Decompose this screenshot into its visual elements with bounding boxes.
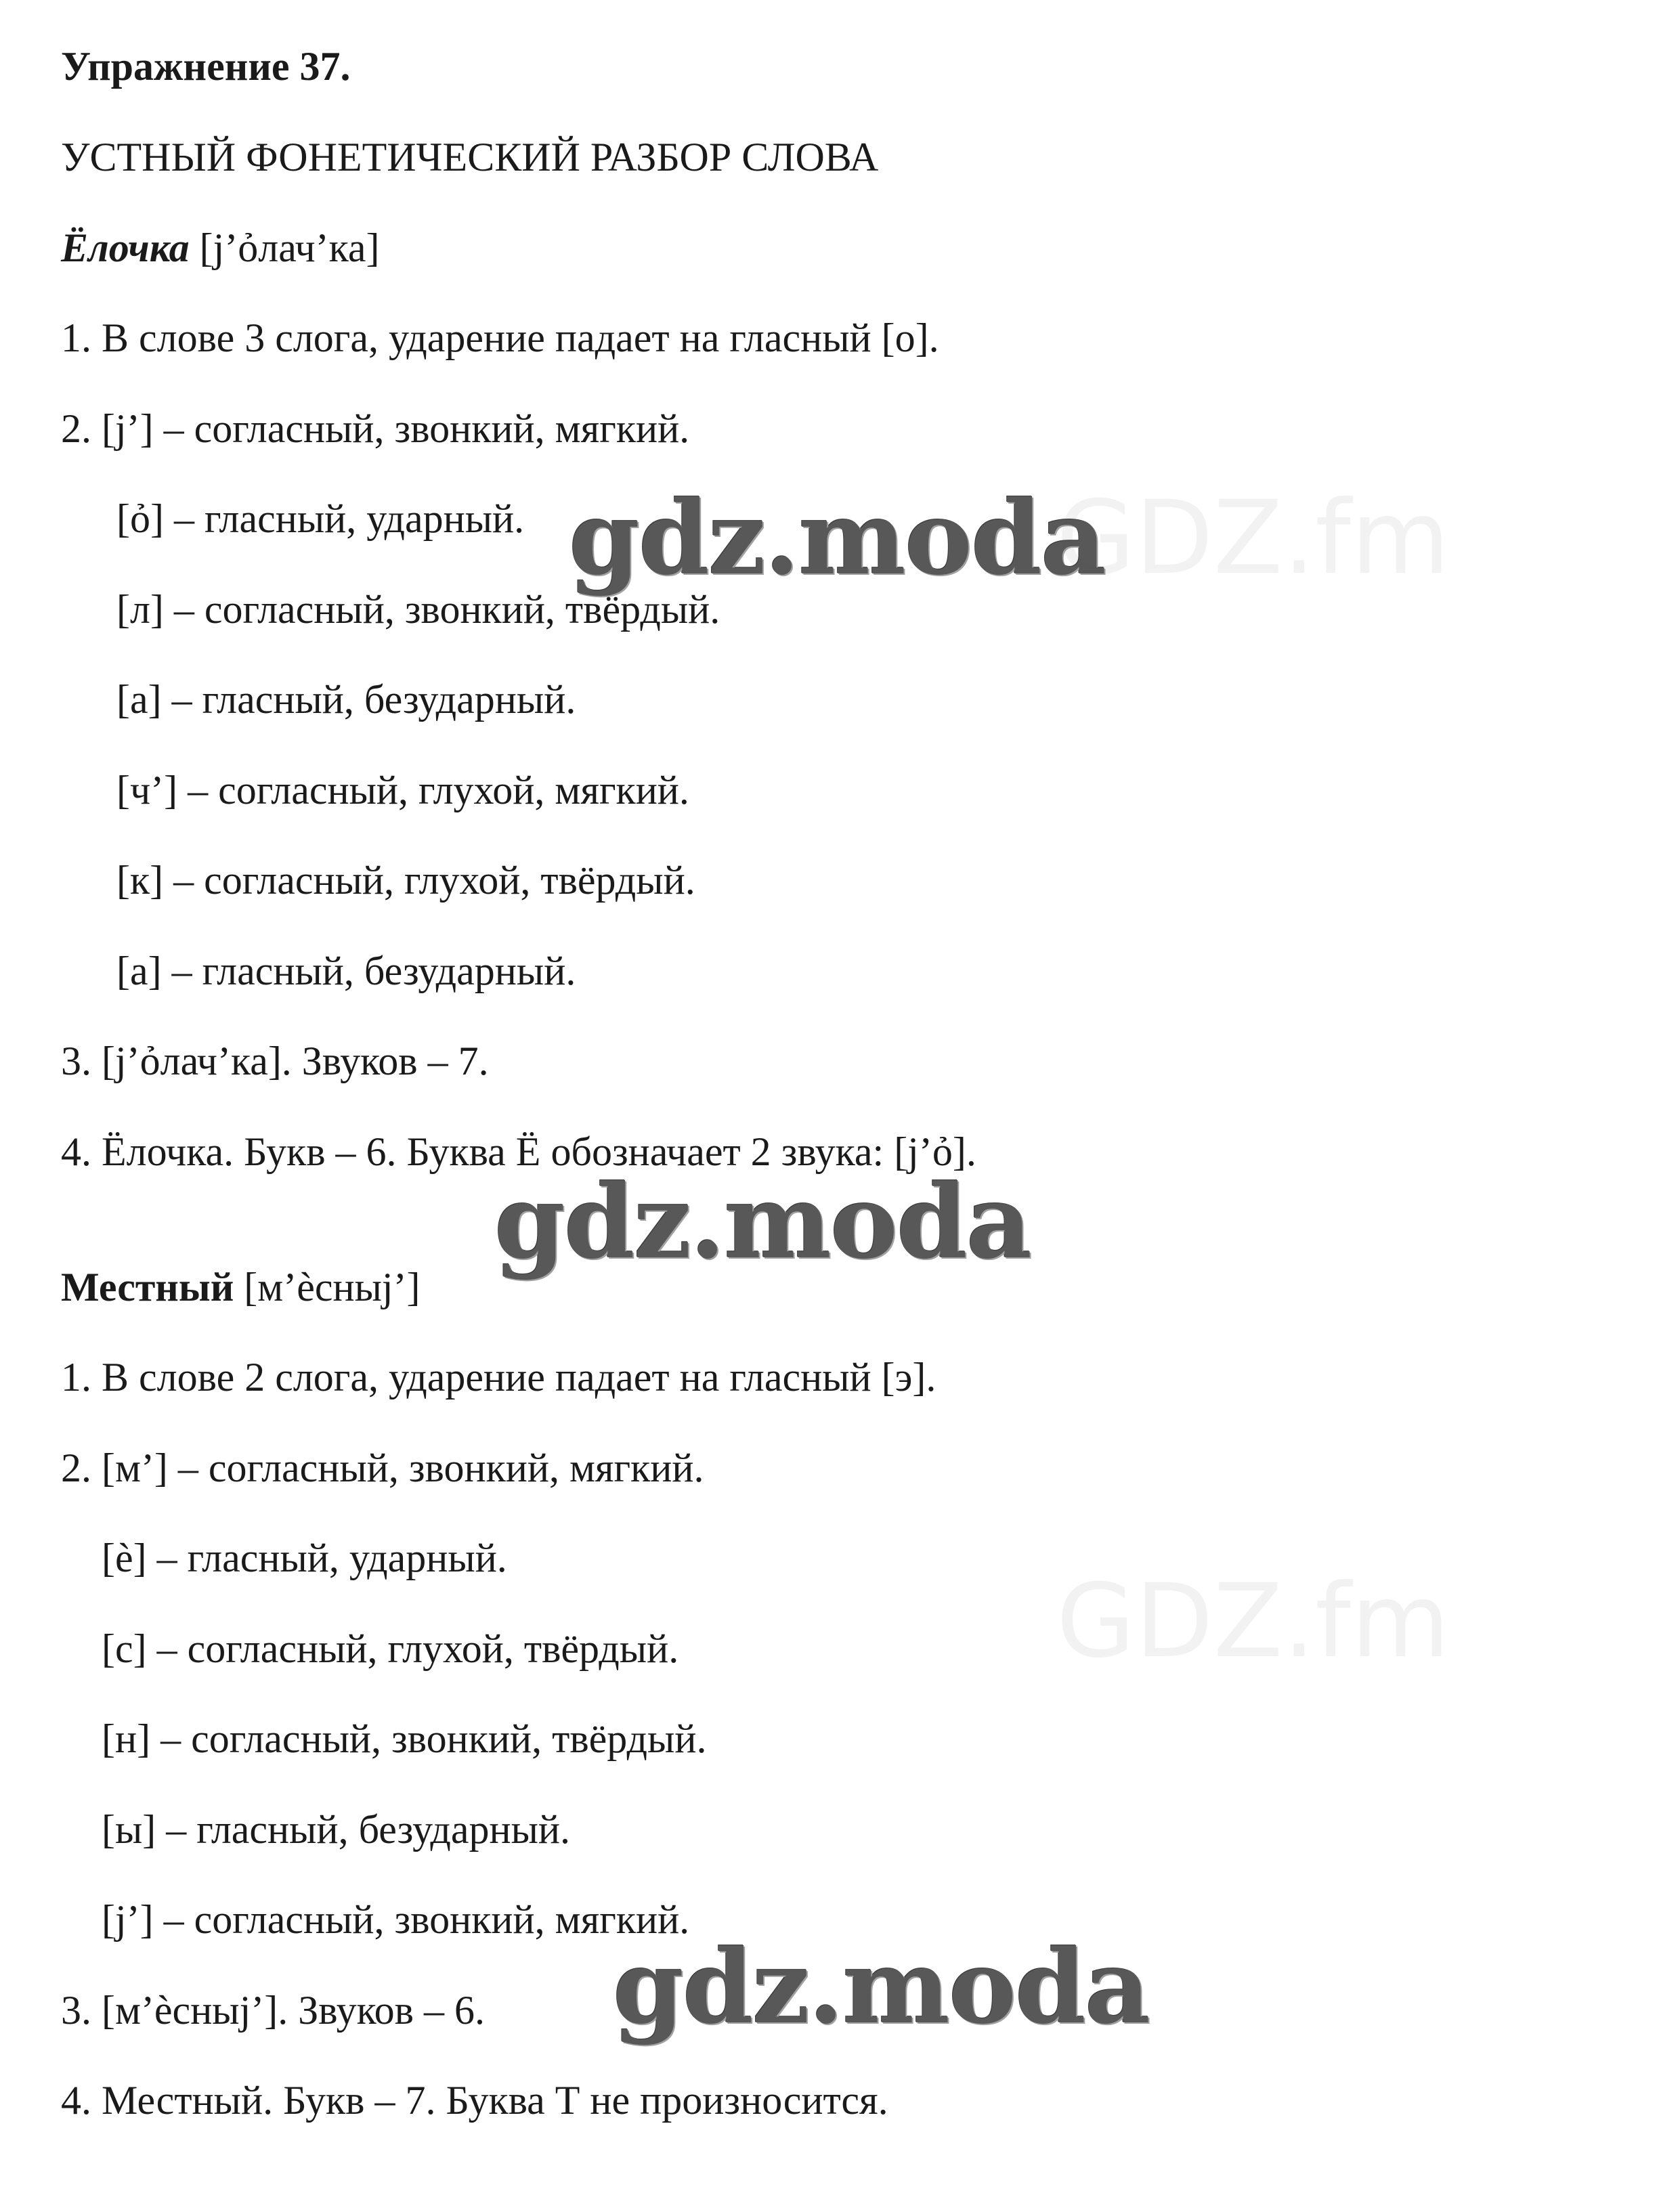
- ghost-watermark: GDZ.fm: [1056, 1563, 1450, 1680]
- word1-line: [а] – гласный, безударный.: [116, 949, 576, 993]
- word1-line: [а] – гласный, безударный.: [116, 677, 576, 722]
- watermark-logo: gdz.moda: [613, 1928, 1150, 2047]
- ghost-watermark: GDZ.fm: [1056, 479, 1450, 597]
- word1-heading: [61, 223, 379, 272]
- word1-line: 3. [j’ỏлач’ка]. Звуков – 7.: [61, 1039, 489, 1083]
- word2-word: Местный: [61, 1265, 234, 1309]
- word2-heading: [61, 1263, 421, 1311]
- word2-line: [ѐ] – гласный, ударный.: [102, 1536, 507, 1580]
- word2-line: 1. В слове 2 слога, ударение падает на гласный [э].: [61, 1355, 936, 1400]
- word1-line: [ỏ] – гласный, ударный.: [116, 496, 525, 541]
- word1-line: [л] – согласный, звонкий, твёрдый.: [116, 587, 720, 632]
- word2-transcription: [м’ѐсныj’]: [244, 1265, 421, 1309]
- word1-line: 4. Ёлочка. Букв – 6. Буква Ё обозначает 2 звука: [j’ỏ].: [61, 1129, 976, 1174]
- word2-line: 2. [м’] – согласный, звонкий, мягкий.: [61, 1446, 704, 1490]
- exercise-title: Упражнение 37.: [61, 44, 351, 89]
- watermark-logo: gdz.moda: [569, 479, 1106, 598]
- word1-word: Ёлочка: [61, 225, 190, 270]
- section-title: УСТНЫЙ ФОНЕТИЧЕСКИЙ РАЗБОР СЛОВА: [61, 135, 879, 179]
- word2-line: [с] – согласный, глухой, твёрдый.: [102, 1626, 679, 1671]
- word2-line: [ы] – гласный, безударный.: [102, 1807, 571, 1852]
- word1-transcription: [j’ỏлач’ка]: [199, 225, 380, 270]
- word1-line: 2. [j’] – согласный, звонкий, мягкий.: [61, 406, 690, 451]
- word1-line: [ч’] – согласный, глухой, мягкий.: [116, 768, 689, 812]
- watermark-logo: gdz.moda: [494, 1163, 1031, 1282]
- word2-line: 3. [м’ѐсныj’]. Звуков – 6.: [61, 1988, 486, 2033]
- word2-line: [j’] – согласный, звонкий, мягкий.: [102, 1897, 690, 1942]
- word2-line: [н] – согласный, звонкий, твёрдый.: [102, 1716, 707, 1761]
- word1-line: [к] – согласный, глухой, твёрдый.: [116, 858, 695, 903]
- word2-line: 4. Местный. Букв – 7. Буква Т не произносится.: [61, 2078, 888, 2123]
- word1-line: 1. В слове 3 слога, ударение падает на гласный [о].: [61, 316, 939, 360]
